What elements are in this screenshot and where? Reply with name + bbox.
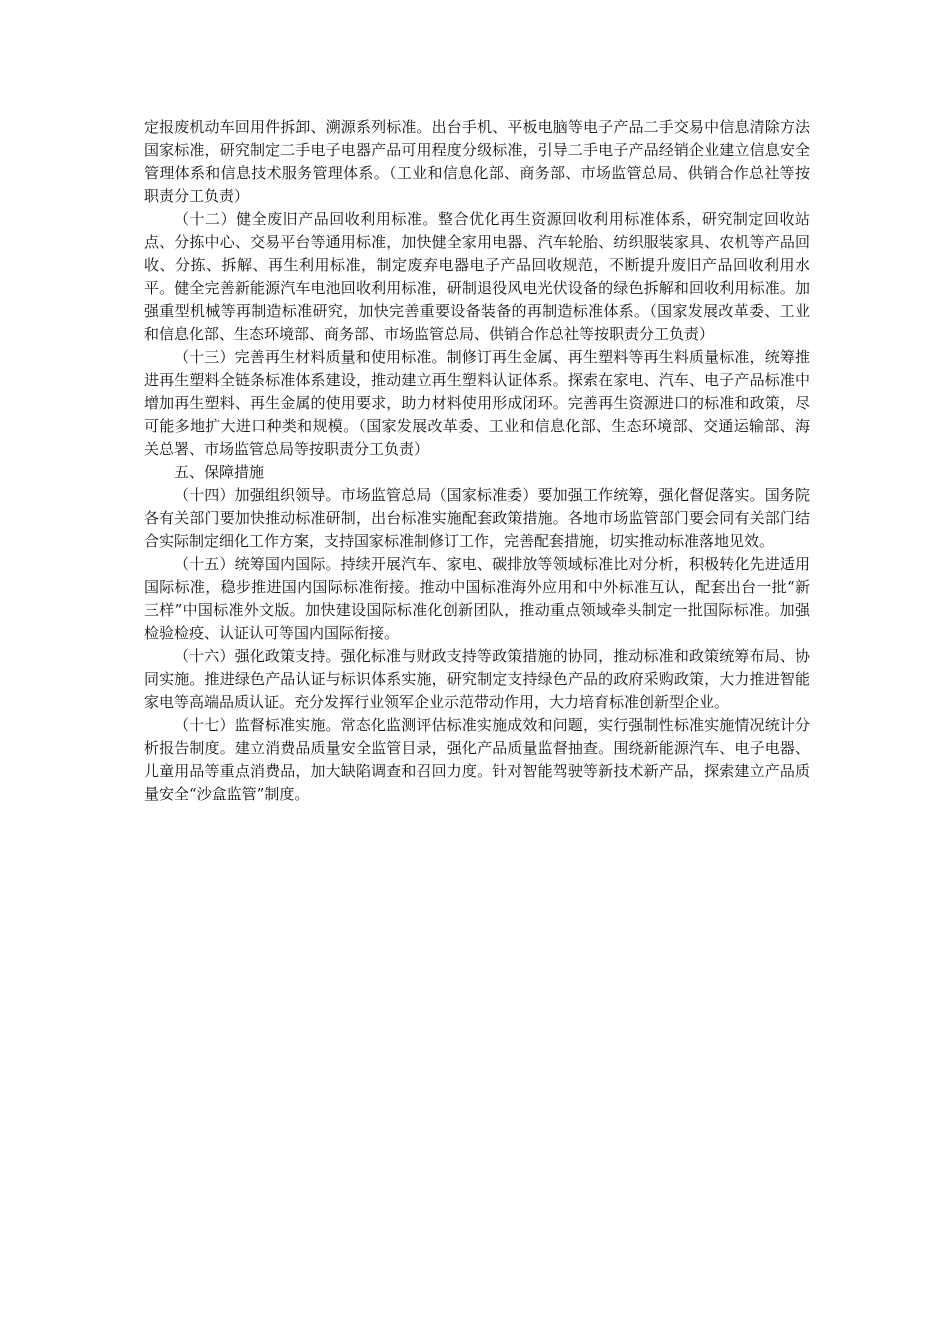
paragraph-12: （十二）健全废旧产品回收利用标准。整合优化再生资源回收利用标准体系，研究制定回收站点、分拣中心、交易平台等通用标准，加快健全家用电器、汽车轮胎、纺织服装家具、农机等产品回收、分拣、拆解、再生利用标准，制定废弃电器电子产品回收规范，不断提升废旧产品回收利用水平。健全完善新能源汽车电池回收利用标准，研制退役风电光伏设备的绿色拆解和回收利用标准。加强重型机械等再制造标准研究，加快完善重要设备装备的再制造标准体系。（国家发展改革委、工业和信息化部、生态环境部、商务部、市场监管总局、供销合作总社等按职责分工负责）: [144, 210, 810, 343]
paragraph-13: （十三）完善再生材料质量和使用标准。制修订再生金属、再生塑料等再生料质量标准，统筹推进再生塑料全链条标准体系建设，推动建立再生塑料认证体系。探索在家电、汽车、电子产品标准中增加再生塑料、再生金属的使用要求，助力材料使用形成闭环。完善再生资源进口的标准和政策，尽可能多地扩大进口种类和规模。（国家发展改革委、工业和信息化部、生态环境部、交通运输部、海关总署、市场监管总局等按职责分工负责）: [144, 348, 810, 458]
paragraph-15: （十五）统筹国内国际。持续开展汽车、家电、碳排放等领域标准比对分析，积极转化先进适用国际标准，稳步推进国内国际标准衔接。推动中国标准海外应用和中外标准互认，配套出台一批“新三样”中国标准外文版。加快建设国际标准化创新团队，推动重点领域牵头制定一批国际标准。加强检验检疫、认证认可等国内国际衔接。: [144, 555, 810, 642]
paragraph-continued: 定报废机动车回用件拆卸、溯源系列标准。出台手机、平板电脑等电子产品二手交易中信息清除方法国家标准，研究制定二手电子电器产品可用程度分级标准，引导二手电子产品经销企业建立信息安全管理体系和信息技术服务管理体系。（工业和信息化部、商务部、市场监管总局、供销合作总社等按职责分工负责）: [144, 118, 810, 205]
paragraph-16: （十六）强化政策支持。强化标准与财政支持等政策措施的协同，推动标准和政策统筹布局、协同实施。推进绿色产品认证与标识体系实施，研究制定支持绿色产品的政府采购政策，大力推进智能家电等高端品质认证。充分发挥行业领军企业示范带动作用，大力培育标准创新型企业。: [144, 647, 810, 711]
paragraph-17: （十七）监督标准实施。常态化监测评估标准实施成效和问题，实行强制性标准实施情况统计分析报告制度。建立消费品质量安全监管目录，强化产品质量监督抽查。围绕新能源汽车、电子电器、儿童用品等重点消费品，加大缺陷调查和召回力度。针对智能驾驶等新技术新产品，探索建立产品质量安全“沙盒监管”制度。: [144, 716, 810, 803]
paragraph-14: （十四）加强组织领导。市场监管总局（国家标准委）要加强工作统筹，强化督促落实。国务院各有关部门要加快推动标准研制，出台标准实施配套政策措施。各地市场监管部门要会同有关部门结合实际制定细化工作方案，支持国家标准制修订工作，完善配套措施，切实推动标准落地见效。: [144, 486, 810, 550]
document-page: [144, 116, 810, 806]
section-heading-5: 五、保障措施: [174, 463, 265, 481]
